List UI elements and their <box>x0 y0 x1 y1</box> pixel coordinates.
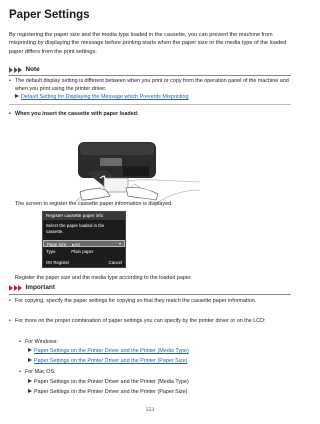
page-number: 553 <box>145 407 155 413</box>
note-label: Note <box>25 66 40 73</box>
chevron-down-icon <box>119 243 121 245</box>
win-link-media-type-row[interactable] <box>28 347 189 355</box>
note-text: The default display setting is different between when you print or copy from the operation panel of the machine and when you print using the printer driver. <box>15 78 289 93</box>
lcd-page-size-label: Page size <box>47 242 67 247</box>
note-divider <box>9 75 291 76</box>
important-arrows-icon <box>9 285 23 291</box>
important-bullet-2: • For more on the proper combination of paper settings you can specify by the printer driver or on the LCD: <box>9 318 266 324</box>
page-title: Paper Settings <box>9 9 90 21</box>
mac-label: • For Mac OS: <box>19 369 56 375</box>
note-link[interactable]: Default Setting for Displaying the Message which Prevents Misprinting <box>21 94 189 100</box>
intro-paragraph: By registering the paper size and the media type loaded in the cassette, you can prevent the machine from misprinting by displaying the message before printing starts when the paper size or the media type of the loaded paper differs from the print settings. <box>9 32 287 55</box>
lcd-page-size-value: ▸A4 <box>72 242 80 247</box>
arrow-right-icon <box>28 389 32 393</box>
mac-item-media-type: Paper Settings on the Printer Driver and the Printer (Media Type) <box>28 378 189 386</box>
lcd-type-row[interactable] <box>43 248 125 255</box>
lcd-title: Register cassette paper info <box>43 212 125 220</box>
windows-label: • For Windows: <box>19 339 58 345</box>
lcd-type-label: Type <box>46 249 56 254</box>
win-link-paper-size-row[interactable] <box>28 357 187 365</box>
caption-screen: The screen to register the cassette paper information is displayed. <box>15 201 173 207</box>
note-bullet: • The default display setting is different between when you print or copy from the operation panel of the machine and when you print using the printer driver. <box>9 78 289 93</box>
win-link-paper-size[interactable]: Paper Settings on the Printer Driver and the Printer (Paper Size) <box>34 358 188 364</box>
lcd-type-value: Plain paper <box>71 249 94 254</box>
arrow-right-icon <box>28 379 32 383</box>
note-header <box>9 66 40 73</box>
important-header <box>9 284 55 291</box>
arrow-right-icon <box>28 348 32 352</box>
note-arrows-icon <box>9 67 23 73</box>
caption-register: Register the paper size and the media type according to the loaded paper. <box>15 275 192 281</box>
important-divider <box>9 294 291 295</box>
mac-item-paper-size: Paper Settings on the Printer Driver and the Printer (Paper Size) <box>28 388 187 396</box>
lcd-bottom-bar <box>43 259 125 267</box>
arrow-right-icon <box>28 358 32 362</box>
lcd-message: Select the paper loaded in the cassette. <box>46 223 105 234</box>
lcd-screen <box>42 211 126 268</box>
important-bullet-1: • For copying, specify the paper settings for copying so that they match the cassette paper information. <box>9 298 257 304</box>
lcd-page-size-row[interactable] <box>43 240 125 247</box>
lcd-register-button[interactable]: OK Register <box>46 260 70 265</box>
important-label: Important <box>25 284 55 291</box>
win-link-media-type[interactable]: Paper Settings on the Printer Driver and the Printer (Media Type) <box>34 348 189 354</box>
lcd-cancel-button[interactable]: Cancel <box>108 260 122 265</box>
cassette-heading: • When you insert the cassette with paper loaded: <box>9 111 139 117</box>
note-end-divider <box>9 104 291 105</box>
arrow-right-icon <box>15 94 19 98</box>
note-link-row[interactable] <box>15 93 189 101</box>
